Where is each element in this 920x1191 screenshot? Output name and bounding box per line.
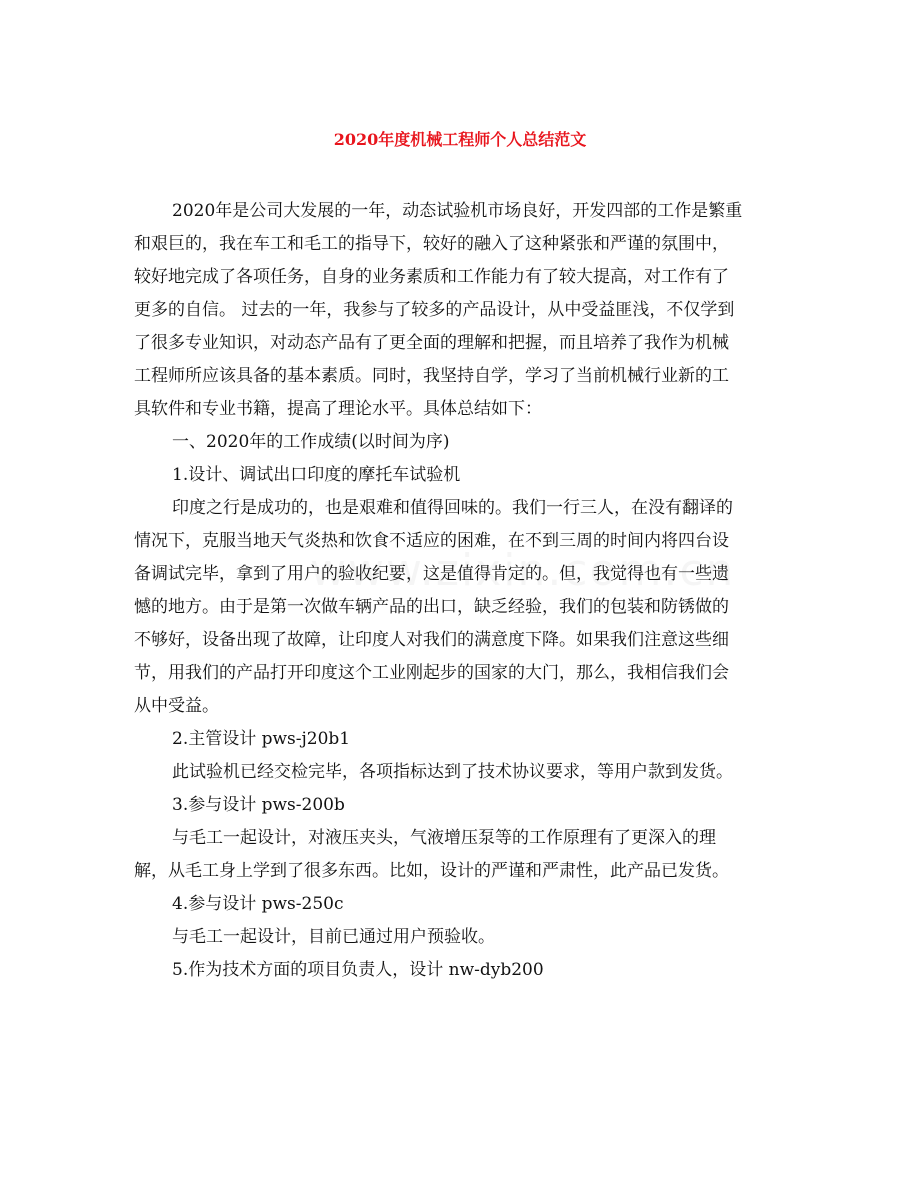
- text-line: 2.主管设计 pws-j20b1: [172, 729, 351, 749]
- item-heading: [134, 723, 786, 756]
- paragraph: [134, 921, 786, 954]
- text-line: 5.作为技术方面的项目负责人，设计 nw-dyb200: [172, 960, 544, 980]
- text-line: 节，用我们的产品打开印度这个工业刚起步的国家的大门，那么，我相信我们会: [134, 663, 729, 683]
- text-line: 与毛工一起设计，目前已通过用户预验收。: [172, 927, 495, 947]
- item-heading: [134, 789, 786, 822]
- paragraph: [134, 756, 786, 789]
- text-line: 情况下，克服当地天气炎热和饮食不适应的困难，在不到三周的时间内将四台设: [134, 531, 729, 551]
- text-line: 具软件和专业书籍，提高了理论水平。具体总结如下：: [134, 399, 542, 419]
- text-line: 一、2020年的工作成绩(以时间为序): [172, 432, 450, 452]
- paragraph: [134, 822, 786, 888]
- text-line: 1.设计、调试出口印度的摩托车试验机: [172, 465, 461, 485]
- text-line: 4.参与设计 pws-250c: [172, 894, 344, 914]
- text-line: 印度之行是成功的，也是艰难和值得回味的。我们一行三人，在没有翻译的: [172, 498, 733, 518]
- text-line: 3.参与设计 pws-200b: [172, 795, 345, 815]
- text-line: 憾的地方。由于是第一次做车辆产品的出口，缺乏经验，我们的包装和防锈做的: [134, 597, 729, 617]
- text-line: 更多的自信。 过去的一年，我参与了较多的产品设计，从中受益匪浅，不仅学到: [134, 300, 735, 320]
- text-line: 解，从毛工身上学到了很多东西。比如，设计的严谨和严肃性，此产品已发货。: [134, 861, 729, 881]
- text-line: 和艰巨的，我在车工和毛工的指导下，较好的融入了这种紧张和严谨的氛围中，: [134, 234, 729, 254]
- text-line: 2020年是公司大发展的一年，动态试验机市场良好，开发四部的工作是繁重: [172, 201, 743, 221]
- item-heading: [134, 459, 786, 492]
- text-line: 备调试完毕，拿到了用户的验收纪要，这是值得肯定的。但，我觉得也有一些遗: [134, 564, 729, 584]
- paragraph-india: [134, 492, 786, 723]
- text-line: 从中受益。: [134, 696, 219, 716]
- document-title: 2020年度机械工程师个人总结范文: [333, 130, 587, 149]
- text-line: 较好地完成了各项任务，自身的业务素质和工作能力有了较大提高，对工作有了: [134, 267, 729, 287]
- text-line: 此试验机已经交检完毕，各项指标达到了技术协议要求，等用户款到发货。: [172, 762, 733, 782]
- text-line: 不够好，设备出现了故障，让印度人对我们的满意度下降。如果我们注意这些细: [134, 630, 729, 650]
- text-line: 了很多专业知识，对动态产品有了更全面的理解和把握，而且培养了我作为机械: [134, 333, 729, 353]
- paragraph-intro: [134, 195, 786, 426]
- item-heading: [134, 888, 786, 921]
- item-heading: [134, 954, 786, 987]
- text-line: 与毛工一起设计，对液压夹头，气液增压泵等的工作原理有了更深入的理: [172, 828, 716, 848]
- document-body: [134, 195, 786, 987]
- section-heading: [134, 426, 786, 459]
- text-line: 工程师所应该具备的基本素质。同时，我坚持自学，学习了当前机械行业新的工: [134, 366, 729, 386]
